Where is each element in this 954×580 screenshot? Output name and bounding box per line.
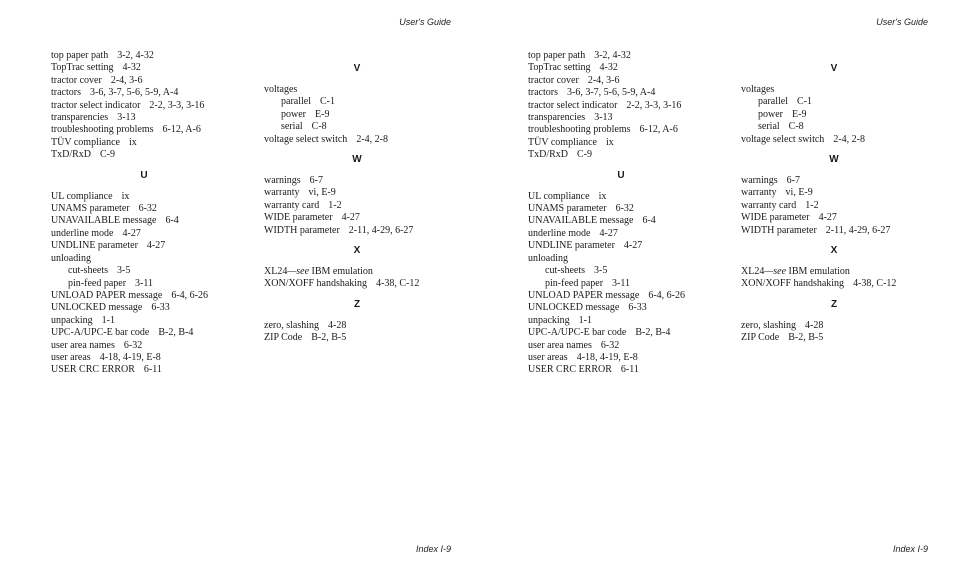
index-entry — [528, 87, 728, 99]
section-heading-x: X — [830, 245, 838, 257]
page-references: 2-4, 2-8 — [833, 133, 865, 145]
index-term: tractors — [51, 87, 81, 99]
index-entry — [264, 225, 464, 237]
index-term: zero, slashing — [264, 319, 319, 331]
entries-z — [741, 320, 941, 345]
page-references: 4-38, C-12 — [376, 278, 420, 290]
index-entry — [528, 352, 728, 364]
page-references: E-9 — [315, 108, 330, 120]
index-column-2 — [264, 63, 464, 345]
page-references: 4-18, 4-19, E-8 — [99, 351, 161, 363]
index-term: WIDTH parameter — [741, 224, 817, 236]
index-column-2 — [741, 63, 941, 345]
page-references: 2-2, 3-3, 3-16 — [626, 99, 682, 111]
index-term: warranty card — [264, 199, 320, 211]
entries-t — [51, 50, 251, 162]
running-header: User's Guide — [876, 17, 928, 27]
page-references: 6-4 — [165, 215, 179, 227]
page-references: 3-11 — [135, 277, 153, 289]
index-term: pin-feed paper — [68, 277, 127, 289]
index-page-right — [477, 0, 954, 580]
entries-z — [264, 320, 464, 345]
index-term: tractor cover — [528, 74, 579, 86]
index-term: underline mode — [528, 227, 591, 239]
index-term: tractor cover — [51, 74, 102, 86]
index-entry — [741, 84, 941, 96]
see-target: IBM emulation — [786, 266, 850, 278]
index-entry — [741, 212, 941, 224]
index-term: pin-feed paper — [545, 277, 604, 289]
index-entry — [528, 315, 728, 327]
index-term: parallel — [758, 96, 788, 108]
page-references: vi, E-9 — [785, 187, 813, 199]
page-references: ix — [128, 136, 137, 148]
page-references: C-9 — [577, 149, 592, 161]
index-entry — [264, 96, 464, 108]
index-entry — [528, 203, 728, 215]
entries-u — [51, 191, 251, 377]
entries-w — [741, 175, 941, 237]
section-heading-x: X — [353, 245, 361, 257]
page-references: 4-27 — [599, 227, 618, 239]
page-references: 6-4, 6-26 — [648, 289, 685, 301]
index-entry — [51, 327, 251, 339]
page-references: 6-11 — [620, 364, 639, 376]
section-heading-w: W — [829, 154, 839, 166]
page-references: ix — [605, 136, 614, 148]
index-term: top paper path — [51, 50, 109, 61]
page-references: 4-27 — [623, 240, 643, 252]
index-term: UNLOAD PAPER message — [528, 289, 640, 301]
index-term: unpacking — [528, 314, 570, 326]
page-references: 2-4, 3-6 — [587, 74, 620, 86]
page-references: E-9 — [792, 108, 807, 120]
page-references: 6-32 — [138, 203, 157, 215]
page-references: 3-2, 4-32 — [594, 50, 631, 61]
index-term: UNDLINE parameter — [51, 240, 138, 252]
page-references: 3-2, 4-32 — [117, 50, 154, 61]
section-heading-v: V — [830, 63, 838, 74]
page-references: 4-27 — [122, 227, 141, 239]
entries-x — [741, 266, 941, 291]
index-entry — [528, 240, 728, 252]
index-entry — [528, 149, 728, 161]
page-references: 1-2 — [805, 199, 819, 211]
page-references: 6-12, A-6 — [639, 124, 678, 136]
index-entry — [528, 62, 728, 74]
index-entry — [264, 200, 464, 212]
page-references: 6-33 — [151, 302, 170, 314]
index-term: UPC-A/UPC-E bar code — [51, 327, 150, 339]
page-references: 4-27 — [818, 212, 837, 224]
index-term: UNLOCKED message — [528, 302, 620, 314]
index-term: UNAMS parameter — [51, 203, 130, 215]
index-entry — [528, 302, 728, 314]
index-term: parallel — [281, 96, 311, 108]
index-entry — [51, 191, 251, 203]
index-entry — [51, 87, 251, 99]
index-term: warnings — [264, 175, 301, 187]
page-references: 4-38, C-12 — [853, 278, 897, 290]
index-entry — [741, 175, 941, 187]
page-references: 2-11, 4-29, 6-27 — [825, 224, 891, 236]
index-entry — [51, 278, 251, 290]
index-entry — [264, 121, 464, 133]
index-entry — [51, 112, 251, 124]
index-term: TxD/RxD — [528, 149, 568, 161]
page-references: 6-4 — [642, 215, 656, 227]
index-term: UNAMS parameter — [528, 203, 607, 215]
index-term: zero, slashing — [741, 319, 796, 331]
index-term: power — [281, 108, 306, 120]
index-entry — [51, 215, 251, 227]
index-term: warnings — [741, 175, 778, 187]
index-term: user area names — [51, 339, 115, 351]
page-references: vi, E-9 — [308, 187, 336, 199]
entries-w — [264, 175, 464, 237]
index-entry — [741, 200, 941, 212]
page-references: 3-11 — [612, 277, 630, 289]
entries-u — [528, 191, 728, 377]
index-term: voltage select switch — [264, 133, 348, 145]
page-references: 6-12, A-6 — [162, 124, 201, 136]
index-entry — [528, 100, 728, 112]
index-entry — [51, 340, 251, 352]
index-entry — [264, 134, 464, 146]
index-column-1 — [51, 50, 251, 377]
index-entry — [264, 212, 464, 224]
page-references: 3-5 — [117, 265, 131, 277]
section-heading-z: Z — [353, 298, 361, 310]
page-references: 3-6, 3-7, 5-6, 5-9, A-4 — [567, 87, 656, 99]
index-entry — [741, 96, 941, 108]
index-entry — [51, 265, 251, 277]
page-references: ix — [121, 190, 130, 202]
index-entry — [741, 187, 941, 199]
index-entry — [528, 112, 728, 124]
index-term: XL24 — [741, 266, 765, 278]
index-entry — [51, 75, 251, 87]
index-entry — [528, 137, 728, 149]
index-term: TxD/RxD — [51, 149, 91, 161]
index-term: XON/XOFF handshaking — [741, 278, 845, 290]
index-term: WIDE parameter — [741, 212, 810, 224]
index-entry — [51, 290, 251, 302]
index-term: warranty card — [741, 199, 797, 211]
index-term: UNDLINE parameter — [528, 240, 615, 252]
page-references: 6-7 — [786, 175, 801, 187]
index-entry — [264, 175, 464, 187]
index-entry — [51, 352, 251, 364]
index-entry — [51, 124, 251, 136]
index-entry — [264, 278, 464, 290]
page-references: 6-11 — [143, 364, 162, 376]
index-term: XL24 — [264, 266, 288, 278]
page-references: 4-32 — [599, 62, 618, 74]
index-term: USER CRC ERROR — [51, 364, 135, 376]
page-references: 4-27 — [146, 240, 166, 252]
index-entry — [51, 149, 251, 161]
page-references: C-9 — [100, 149, 115, 161]
index-entry — [51, 302, 251, 314]
index-entry — [528, 253, 728, 265]
index-entry — [51, 137, 251, 149]
index-entry — [264, 266, 464, 278]
index-term: warranty — [741, 187, 777, 199]
page-references: C-1 — [796, 96, 812, 108]
index-entry — [528, 364, 728, 376]
page-footer: Index I-9 — [415, 544, 451, 554]
index-term: TopTrac setting — [528, 62, 591, 74]
page-references: 4-28 — [328, 319, 347, 331]
page-references: 2-2, 3-3, 3-16 — [149, 99, 205, 111]
entries-x — [264, 266, 464, 291]
index-entry — [528, 265, 728, 277]
index-entry — [528, 278, 728, 290]
index-term: tractor select indicator — [528, 99, 618, 111]
index-term: troubleshooting problems — [528, 124, 631, 136]
page-references: 4-32 — [122, 62, 141, 74]
index-term: UNAVAILABLE message — [51, 215, 157, 227]
see-reference: —see — [287, 266, 310, 278]
index-term: tractor select indicator — [51, 99, 141, 111]
entries-v — [741, 84, 941, 146]
page-references: C-1 — [319, 96, 335, 108]
index-entry — [741, 320, 941, 332]
page-references: 6-33 — [628, 302, 647, 314]
index-entry — [264, 84, 464, 96]
index-entry — [741, 134, 941, 146]
index-entry — [741, 278, 941, 290]
index-term: TÜV compliance — [528, 136, 597, 148]
index-term: top paper path — [528, 50, 586, 61]
index-term: UL compliance — [528, 190, 590, 202]
section-heading-v: V — [353, 63, 361, 74]
index-term: unpacking — [51, 314, 93, 326]
index-entry — [741, 109, 941, 121]
index-entry — [264, 109, 464, 121]
index-entry — [528, 75, 728, 87]
index-term: cut-sheets — [545, 265, 585, 277]
page-references: 2-4, 2-8 — [356, 133, 388, 145]
page-references: 3-13 — [594, 112, 613, 124]
running-header: User's Guide — [399, 17, 451, 27]
index-entry — [51, 315, 251, 327]
page-references: B-2, B-5 — [311, 332, 347, 344]
index-entry — [528, 124, 728, 136]
index-term: serial — [281, 121, 303, 133]
page-references: B-2, B-4 — [635, 327, 671, 339]
index-entry — [741, 266, 941, 278]
index-term: WIDTH parameter — [264, 224, 340, 236]
index-term: voltages — [741, 84, 775, 95]
index-entry — [51, 62, 251, 74]
page-references: 4-27 — [341, 212, 360, 224]
index-term: UNLOCKED message — [51, 302, 143, 314]
index-column-1 — [528, 50, 728, 377]
page-references: 3-6, 3-7, 5-6, 5-9, A-4 — [90, 87, 179, 99]
index-entry — [51, 364, 251, 376]
index-term: unloading — [528, 252, 568, 264]
index-term: underline mode — [51, 227, 114, 239]
entries-t — [528, 50, 728, 162]
see-reference: —see — [764, 266, 787, 278]
page-references: 6-32 — [615, 203, 634, 215]
index-term: TÜV compliance — [51, 136, 120, 148]
index-entry — [51, 100, 251, 112]
section-heading-u: U — [140, 169, 148, 181]
index-entry — [528, 191, 728, 203]
page-references: B-2, B-4 — [158, 327, 194, 339]
index-entry — [264, 320, 464, 332]
index-term: UPC-A/UPC-E bar code — [528, 327, 627, 339]
index-term: UL compliance — [51, 190, 113, 202]
index-term: user areas — [51, 351, 91, 363]
index-entry — [264, 187, 464, 199]
page-references: 2-11, 4-29, 6-27 — [348, 224, 414, 236]
index-entry — [528, 327, 728, 339]
index-entry — [528, 50, 728, 62]
page-references: B-2, B-5 — [788, 332, 824, 344]
index-term: USER CRC ERROR — [528, 364, 612, 376]
page-references: 1-2 — [328, 199, 342, 211]
page-references: 4-28 — [805, 319, 824, 331]
index-entry — [528, 215, 728, 227]
index-term: serial — [758, 121, 780, 133]
page-references: 6-4, 6-26 — [171, 289, 208, 301]
index-entry — [741, 332, 941, 344]
entries-v — [264, 84, 464, 146]
index-entry — [741, 225, 941, 237]
index-entry — [528, 340, 728, 352]
index-term: unloading — [51, 252, 91, 264]
section-heading-w: W — [352, 154, 362, 166]
index-entry — [741, 121, 941, 133]
see-target: IBM emulation — [309, 266, 373, 278]
index-term: transparencies — [51, 112, 109, 124]
index-term: transparencies — [528, 112, 586, 124]
section-heading-u: U — [617, 169, 625, 181]
page-references: ix — [598, 190, 607, 202]
index-entry — [51, 240, 251, 252]
index-term: power — [758, 108, 783, 120]
index-entry — [51, 50, 251, 62]
page-references: 6-7 — [309, 175, 324, 187]
page-references: 3-13 — [117, 112, 136, 124]
index-term: cut-sheets — [68, 265, 108, 277]
page-references: 4-18, 4-19, E-8 — [576, 351, 638, 363]
index-term: ZIP Code — [741, 332, 780, 344]
page-references: 2-4, 3-6 — [110, 74, 143, 86]
index-entry — [51, 253, 251, 265]
page-references: 1-1 — [101, 314, 115, 326]
page-footer: Index I-9 — [892, 544, 928, 554]
page-references: 1-1 — [578, 314, 592, 326]
index-entry — [264, 332, 464, 344]
page-references: C-8 — [788, 121, 804, 133]
index-term: user areas — [528, 351, 568, 363]
index-term: UNAVAILABLE message — [528, 215, 634, 227]
index-term: tractors — [528, 87, 558, 99]
index-term: voltage select switch — [741, 133, 825, 145]
index-term: WIDE parameter — [264, 212, 333, 224]
index-term: warranty — [264, 187, 300, 199]
index-term: troubleshooting problems — [51, 124, 154, 136]
index-entry — [51, 203, 251, 215]
index-term: voltages — [264, 84, 298, 95]
page-references: 3-5 — [594, 265, 608, 277]
page-references: 6-32 — [123, 339, 143, 351]
index-term: user area names — [528, 339, 592, 351]
index-entry — [528, 290, 728, 302]
index-entry — [528, 228, 728, 240]
page-references: C-8 — [311, 121, 327, 133]
index-term: TopTrac setting — [51, 62, 114, 74]
index-term: XON/XOFF handshaking — [264, 278, 368, 290]
index-term: UNLOAD PAPER message — [51, 289, 163, 301]
page-references: 6-32 — [600, 339, 620, 351]
index-entry — [51, 228, 251, 240]
section-heading-z: Z — [830, 298, 838, 310]
index-term: ZIP Code — [264, 332, 303, 344]
